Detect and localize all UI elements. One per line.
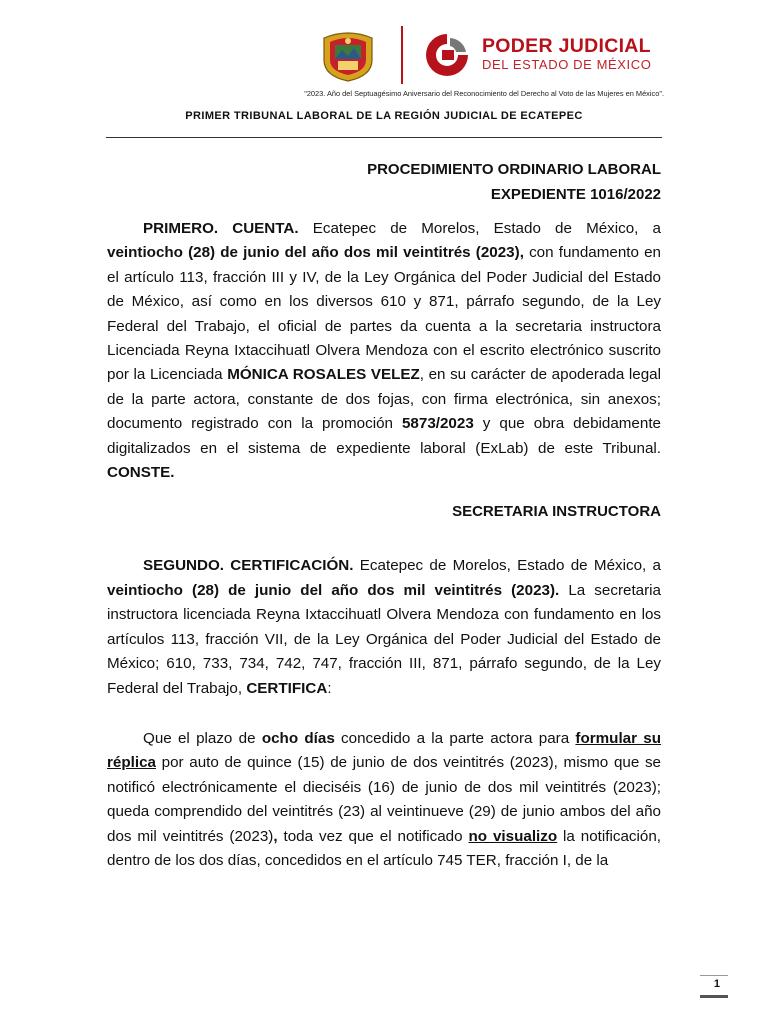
- segundo-text-1: Ecatepec de Morelos, Estado de México, a: [353, 557, 661, 575]
- primero-text-1: Ecatepec de Morelos, Estado de México, a: [298, 220, 661, 237]
- file-label: EXPEDIENTE: [490, 186, 586, 203]
- tribunal-name: PRIMER TRIBUNAL LABORAL DE LA REGIÓN JUDICIAL DE ECATEPEC: [185, 110, 583, 122]
- segundo-text-2: La secretaria instructora licenciada Reyna Ixtaccihuatl Olvera Mendoza con fundamento en los artículos 113, fracción VII, de la Ley Orgánica del Poder Judicial del Estado de México; 610, 733, 734, 742, 747, fracción III, 871, párrafo segundo, de la Ley Federal del Trabajo,: [107, 581, 661, 697]
- tercero-text-1: Que el plazo de: [143, 729, 262, 747]
- primero-text-3: , en su carácter de apoderada legal de la parte actora, constante de dos fojas, con firma electrónica, sin anexos; documento registrado con la promoción: [107, 366, 662, 433]
- segundo-date: veintiocho (28) de junio del año dos mil veintitrés (2023).: [107, 581, 560, 599]
- certifica-label: CERTIFICA: [246, 679, 328, 697]
- spacer: [107, 701, 661, 727]
- tercero-text-5: la notificación, dentro de los dos días, concedidos en el artículo 745 TER, fracción I, de la: [107, 827, 661, 869]
- page-number-top-line: [700, 975, 728, 976]
- promotion-number: 5873/2023: [401, 415, 474, 433]
- tercero-text-4: toda vez que el notificado: [277, 827, 469, 845]
- segundo-paragraph: [107, 554, 661, 700]
- formular-replica: formular su réplica: [107, 729, 662, 772]
- primero-text-2: con fundamento en el artículo 113, fracción III y IV, de la Ley Orgánica del Poder Judicial del Estado de México, así como en los diversos 610 y 871, párrafo segundo, de la Ley Federal del Trabajo, el oficial de partes da cuenta a la secretaria instructora Licenciada Reyna Ixtaccihuatl Olvera Mendoza con el escrito electrónico suscrito por la Licenciada: [107, 244, 661, 384]
- spacer: [107, 524, 661, 554]
- page-number-box: [700, 975, 728, 997]
- primero-text-4: y que obra debidamente digitalizados en el sistema de expediente laboral (ExLab) de este Tribunal.: [107, 415, 661, 457]
- procedure-title: PROCEDIMIENTO ORDINARIO LABORAL: [367, 161, 661, 178]
- tercero-text-2: concedido a la parte actora para: [334, 729, 576, 747]
- primero-date: veintiocho (28) de junio del año dos mil veintitrés (2023),: [107, 244, 524, 262]
- page-number: 1: [713, 978, 720, 990]
- primero-paragraph: [107, 217, 661, 485]
- tercero-comma: ,: [273, 827, 278, 845]
- file-number-line: [107, 182, 661, 207]
- tercero-text-3: por auto de quince (15) de junio de dos veintitrés (2023), mismo que se notificó electrónicamente el dieciséis (16) de junio de dos mil veintitrés (2023); queda comprendido del veintitrés (23) al veintinueve (29) de junio ambos del año dos mil veintitrés (2023): [107, 754, 661, 845]
- attorney-name: MÓNICA ROSALES VELEZ: [227, 366, 420, 384]
- year-slogan: "2023. Año del Septuagésimo Aniversario del Reconocimiento del Derecho al Voto de las Mujeres en México".: [304, 89, 664, 98]
- brand-line-2: DEL ESTADO DE MÉXICO: [482, 57, 652, 72]
- page-number-bar: [700, 995, 728, 998]
- document-body: [107, 157, 661, 873]
- conste-label: CONSTE.: [107, 464, 175, 482]
- state-coat-of-arms-icon: [318, 30, 378, 82]
- spacer: [107, 207, 661, 217]
- term-days: ocho días: [261, 729, 335, 747]
- primero-heading: PRIMERO. CUENTA.: [143, 220, 299, 237]
- brand-line-1: PODER JUDICIAL: [482, 35, 651, 57]
- segundo-heading: SEGUNDO. CERTIFICACIÓN.: [143, 557, 354, 575]
- page-header: [0, 0, 768, 140]
- brand-name: [482, 36, 651, 74]
- secretaria-signature: SECRETARIA INSTRUCTORA: [452, 503, 661, 521]
- segundo-text-3: :: [327, 679, 332, 697]
- tercero-paragraph: [107, 727, 661, 873]
- header-rule: [106, 137, 662, 138]
- poder-judicial-logo-icon: [420, 30, 474, 80]
- file-number: 1016/2022: [590, 186, 661, 203]
- header-divider: [401, 26, 403, 84]
- no-visualizo: no visualizo: [468, 827, 558, 845]
- spacer: [107, 485, 661, 499]
